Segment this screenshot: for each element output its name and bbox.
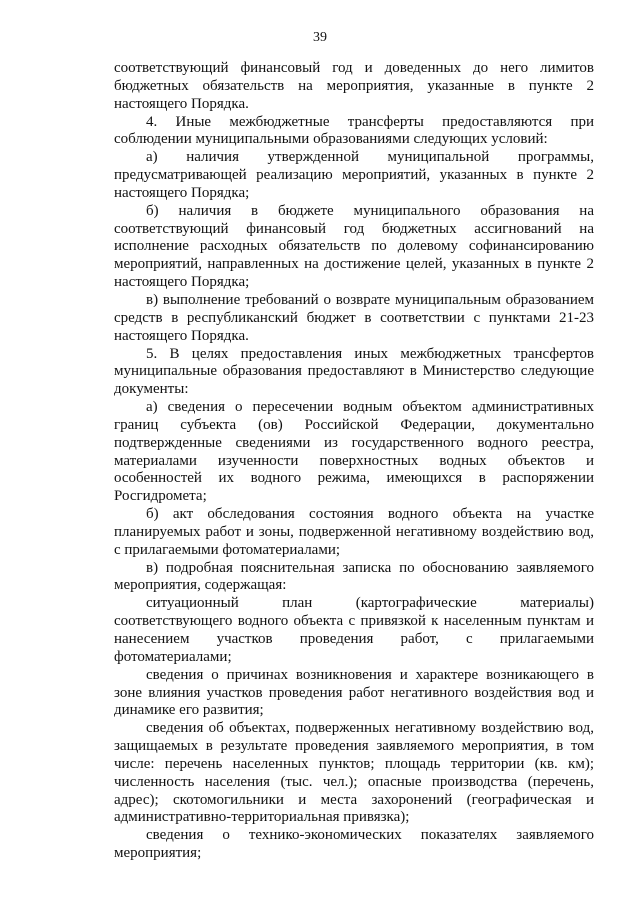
paragraph-item-5: 5. В целях предоставления иных межбюджетных трансфертов муниципальные образования предоставляют в Министерство следующие документы: xyxy=(114,345,594,398)
paragraph-item-5b: б) акт обследования состояния водного объекта на участке планируемых работ и зоны, подверженной негативному воздействию вод, с прилагаемыми фотоматериалами; xyxy=(114,506,594,558)
page-number: 39 xyxy=(313,30,327,45)
paragraph-technical-indicators: сведения о технико-экономических показателях заявляемого мероприятия; xyxy=(114,827,594,862)
paragraph-item-5a: а) сведения о пересечении водным объектом административных границ субъекта (ов) Российской Федерации, документально подтвержденные сведениями из государственного водного реестра, материалами изученности поверхностных водных объектов и особенностей их водного режима, имеющихся в распоряжении Росгидромета; xyxy=(114,399,594,505)
paragraph-item-4a: а) наличия утвержденной муниципальной программы, предусматривающей реализацию мероприятий, указанных в пункте 2 настоящего Порядка; xyxy=(114,149,594,201)
document-body xyxy=(114,60,594,863)
paragraph-causes: сведения о причинах возникновения и характере возникающего в зоне влияния участков проведения работ негативного воздействия вод и динамике его развития; xyxy=(114,666,594,719)
paragraph-item-5v: в) подробная пояснительная записка по обоснованию заявляемого мероприятия, содержащая: xyxy=(114,559,594,594)
paragraph-item-4v: в) выполнение требований о возврате муниципальным образованием средств в республиканский бюджет в соответствии с пунктами 21-23 настоящего Порядка. xyxy=(114,291,594,344)
paragraph-objects: сведения об объектах, подверженных негативному воздействию вод, защищаемых в результате проведения заявляемого мероприятия, в том числе: перечень населенных пунктов; площадь территории (кв. км); численность населения (тыс. чел.); опасные производства (перечень, адрес); скотомогильники и места захоронений (географическая и административно-территориальная привязка); xyxy=(114,720,594,826)
paragraph-item-4: 4. Иные межбюджетные трансферты предоставляются при соблюдении муниципальными образованиями следующих условий: xyxy=(114,113,594,148)
paragraph-situational-plan: ситуационный план (картографические материалы) соответствующего водного объекта с привязкой к населенным пунктам и нанесением участков проведения работ, с прилагаемыми фотоматериалами; xyxy=(114,595,594,665)
paragraph-continuation: соответствующий финансовый год и доведенных до него лимитов бюджетных обязательств на мероприятия, указанные в пункте 2 настоящего Порядка. xyxy=(114,60,594,112)
paragraph-item-4b: б) наличия в бюджете муниципального образования на соответствующий финансовый год бюджетных ассигнований на исполнение расходных обязательств по долевому софинансированию мероприятий, направленных на достижение целей, указанных в пункте 2 настоящего Порядка; xyxy=(114,202,594,291)
